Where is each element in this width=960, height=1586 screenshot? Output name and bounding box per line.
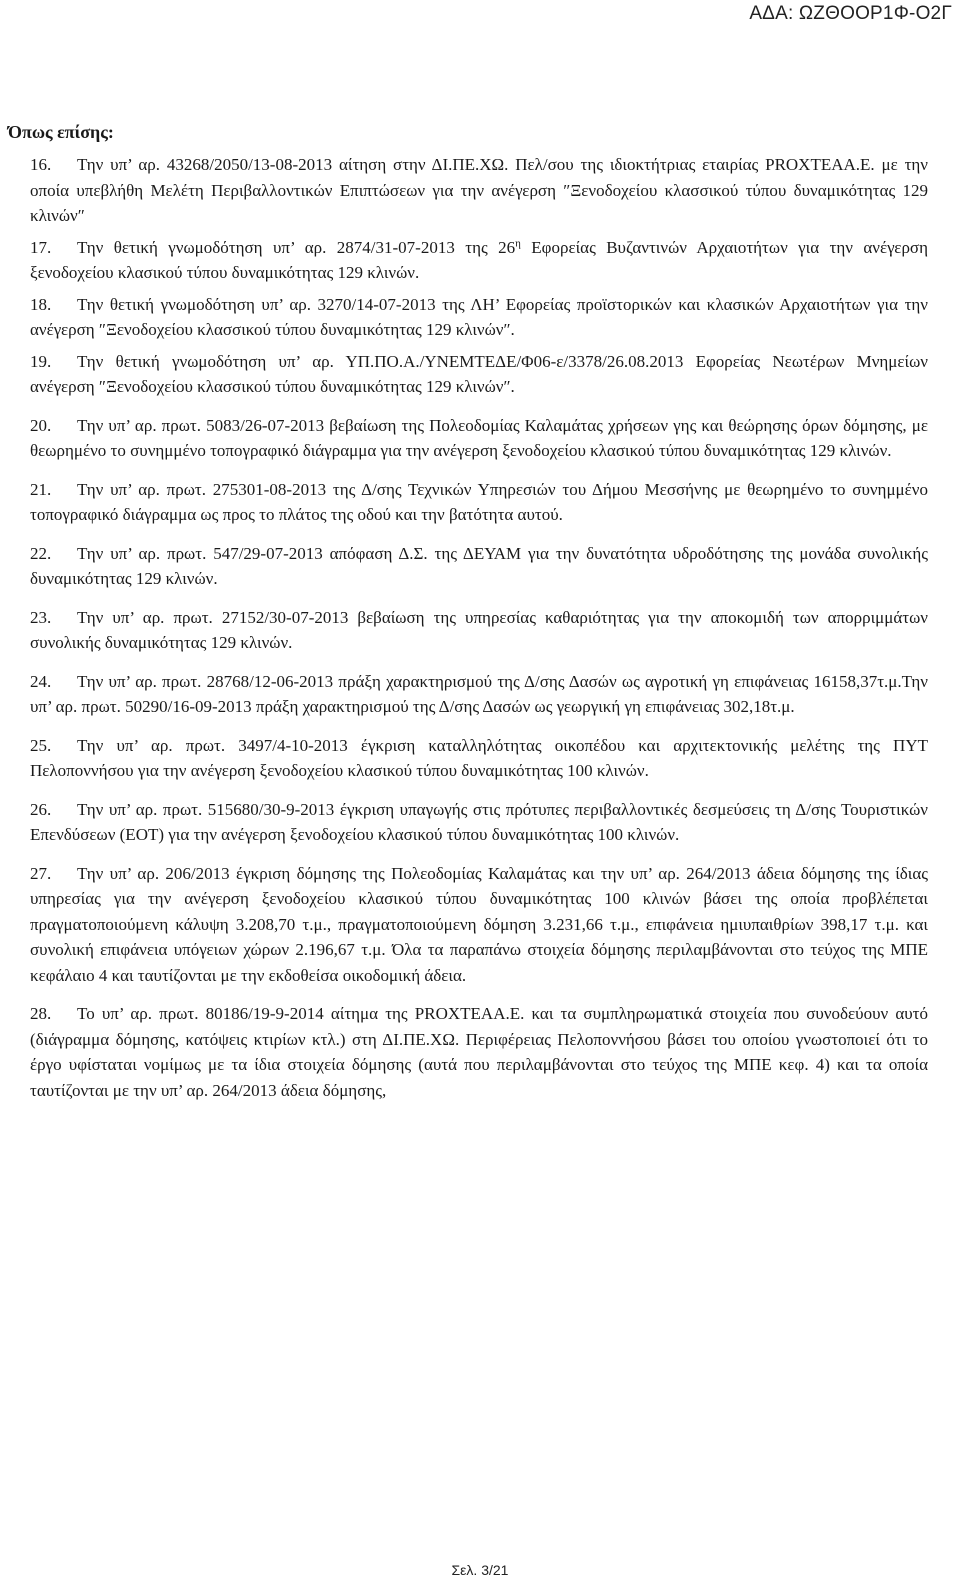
list-item-21 xyxy=(30,477,928,528)
list-item-20 xyxy=(30,413,928,464)
section-heading: Όπως επίσης: xyxy=(8,122,114,142)
item-number: 25. xyxy=(30,735,52,755)
item-number: 16. xyxy=(30,155,52,174)
item-text: Την υπ’ αρ. πρωτ. 5083/26-07-2013 βεβαίωση της Πολεοδομίας Καλαμάτας χρήσεων γης και θεώρησης όρων δόμησης, με θεωρημένο το συνημμένο τοπογραφικό διάγραμμα για την ανέγερση ξενοδοχείου κλασικού τύπου δυναμικότητας 129 κλινών. xyxy=(30,415,928,460)
ordinal-superscript: η xyxy=(515,236,521,249)
list-item-23 xyxy=(30,605,928,656)
list-item-26 xyxy=(30,797,928,848)
item-number: 19. xyxy=(30,351,52,371)
item-text: Την υπ’ αρ. 43268/2050/13-08-2013 αίτηση στην ΔΙ.ΠΕ.ΧΩ. Πελ/σου της ιδιοκτήτριας εταιρίας PROXTEAA.E. με την οποία υπεβλήθη Μελέτη Περιβαλλοντικών Επιπτώσεων για την ανέγερση ″Ξενοδοχείου κλασσικού τύπου δυναμικότητας 129 κλινών″ xyxy=(30,155,928,225)
list-item-28 xyxy=(30,1001,928,1103)
list-item-25 xyxy=(30,733,928,784)
item-text: Την θετική γνωμοδότηση υπ’ αρ. ΥΠ.ΠΟ.Α./ΥΝΕΜΤΕΔΕ/Φ06-ε/3378/26.08.2013 Εφορείας Νεωτέρων Μνημείων ανέγερση ″Ξενοδοχείου κλασσικού τύπου δυναμικότητας 129 κλινών″. xyxy=(30,351,928,396)
item-text: Την υπ’ αρ. πρωτ. 547/29-07-2013 απόφαση Δ.Σ. της ΔΕΥΑΜ για την δυνατότητα υδροδότησης της μονάδα συνολικής δυναμικότητας 129 κλινών. xyxy=(30,543,928,588)
item-text: Την υπ’ αρ. πρωτ. 3497/4-10-2013 έγκριση καταλληλότητας οικοπέδου και αρχιτεκτονικής μελέτης της ΠΥΤ Πελοποννήσου για την ανέγερση ξενοδοχείου κλασικού τύπου δυναμικότητας 100 κλινών. xyxy=(30,735,928,780)
item-text: Την υπ’ αρ. πρωτ. 27152/30-07-2013 βεβαίωση της υπηρεσίας καθαριότητας για την αποκομιδή των απορριμμάτων συνολικής δυναμικότητας 129 κλινών. xyxy=(30,607,928,652)
item-number: 21. xyxy=(30,479,52,499)
item-number: 26. xyxy=(30,799,52,819)
item-number: 20. xyxy=(30,415,52,435)
item-text: Την υπ’ αρ. πρωτ. 515680/30-9-2013 έγκριση υπαγωγής στις πρότυπες περιβαλλοντικές δεσμεύσεις τη Δ/σης Τουριστικών Επενδύσεων (ΕΟΤ) για την ανέγερση ξενοδοχείου κλασικού τύπου δυναμικότητας 100 κλινών. xyxy=(30,799,928,844)
page-number: Σελ. 3/21 xyxy=(451,1562,509,1578)
item-text: Την υπ’ αρ. πρωτ. 275301-08-2013 της Δ/σης Τεχνικών Υπηρεσιών του Δήμου Μεσσήνης με θεωρημένο το συνημμένο τοπογραφικό διάγραμμα ως προς το πλάτος της οδού και την βατότητα αυτού. xyxy=(30,479,928,524)
list-item-22 xyxy=(30,541,928,592)
item-number: 23. xyxy=(30,607,52,627)
item-number: 22. xyxy=(30,543,52,563)
item-text: Την υπ’ αρ. 206/2013 έγκριση δόμησης της Πολεοδομίας Καλαμάτας και την υπ’ αρ. 264/2013 άδεια δόμησης της ίδιας υπηρεσίας για την ανέγερση ξενοδοχείου κλασικού τύπου δυναμικότητας 100 κλινών βάσει της οποία προβλέπεται πραγματοποιούμενη κάλυψη 3.208,70 τ.μ., πραγματοποιούμενη δόμηση 3.231,66 τ.μ., επιφάνεια ημιυπαιθρίων 398,17 τ.μ. και συνολική επιφάνεια υπόγειων χώρων 2.196,67 τ.μ. Όλα τα παραπάνω στοιχεία δόμησης περιλαμβάνονται στο τεύχος της ΜΠΕ κεφάλαιο 4 και ταυτίζονται με την εκδοθείσα οικοδομική άδεια. xyxy=(30,863,928,985)
item-text: Την υπ’ αρ. πρωτ. 28768/12-06-2013 πράξη χαρακτηρισμού της Δ/σης Δασών ως αγροτική γη επιφάνειας 16158,37τ.μ.Την υπ’ αρ. πρωτ. 50290/16-09-2013 πράξη χαρακτηρισμού της Δ/σης Δασών ως γεωργική γη επιφάνειας 302,18τ.μ. xyxy=(30,671,928,716)
list-item-17 xyxy=(30,235,928,286)
item-number: 28. xyxy=(30,1004,52,1023)
document-body xyxy=(30,152,928,1109)
item-number: 18. xyxy=(30,294,52,314)
list-item-27 xyxy=(30,861,928,989)
item-number: 17. xyxy=(30,237,52,257)
item-text: Εφορείας Βυζαντινών Αρχαιοτήτων για την ανέγερση ξενοδοχείου κλασικού τύπου δυναμικότητας 129 κλινών. xyxy=(30,237,928,282)
item-text: Την θετική γνωμοδότηση υπ’ αρ. 2874/31-07-2013 της 26 xyxy=(77,237,516,257)
list-item-24 xyxy=(30,669,928,720)
item-number: 24. xyxy=(30,671,52,691)
ada-code: ΑΔΑ: ΩΖΘΟΟΡ1Φ-Ο2Γ xyxy=(749,3,952,24)
list-item-18 xyxy=(30,292,928,343)
list-item-16 xyxy=(30,152,928,229)
list-item-19 xyxy=(30,349,928,400)
item-number: 27. xyxy=(30,863,52,883)
item-text: Την θετική γνωμοδότηση υπ’ αρ. 3270/14-07-2013 της ΛΗ’ Εφορείας προϊστορικών και κλασικών Αρχαιοτήτων για την ανέγερση ″Ξενοδοχείου κλασσικού τύπου δυναμικότητας 129 κλινών″. xyxy=(30,294,928,339)
item-text: Το υπ’ αρ. πρωτ. 80186/19-9-2014 αίτημα της PROXTEAA.E. και τα συμπληρωματικά στοιχεία που συνοδεύουν αυτό (διάγραμμα δόμησης, κατόψεις κτιρίων κτλ.) στη ΔΙ.ΠΕ.ΧΩ. Περιφέρειας Πελοποννήσου βάσει του οποίου γνωστοποιεί ότι το έργο υφίσταται νομίμως με τα ίδια στοιχεία δόμησης (αυτά που περιλαμβάνονται στο τεύχος της ΜΠΕ κεφ. 4) και τα οποία ταυτίζονται με την υπ’ αρ. 264/2013 άδεια δόμησης, xyxy=(30,1004,928,1100)
